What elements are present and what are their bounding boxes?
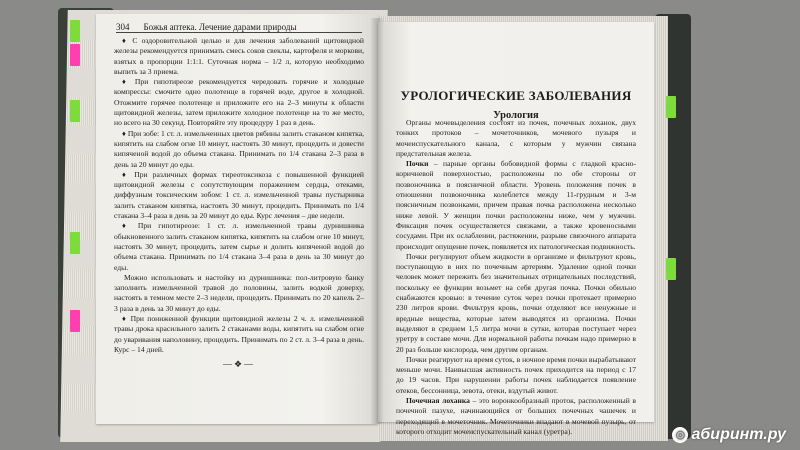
watermark-text: абиринт.ру [691, 426, 786, 443]
sticky-tab-green [666, 96, 676, 118]
paragraph: Почки регулируют объем жидкости в организме и фильтруют кровь, поступающую в них по почечным артериям. Удаление одной почки человек может пережить без значительных отрицательных последствий, поскольку ее функции возьмет на себя другая почка. Почки обильно снабжаются кровью: в течение суток через почки протекает примерно 230 литров крови. Фильтруя кровь, почки отделяют все ненужные и вредные вещества, которые затем выводятся из организма. Почки выделяют в среднем 1,5 литра мочи в сутки, которая поступает через уретру в составе мочи. Для нормальной работы почкам надо примерно в 20 раз больше кислорода, чем другим органам. [396, 251, 636, 354]
watermark [672, 426, 786, 444]
term-renal-pelvis: Почечная лоханка [406, 396, 470, 406]
paragraph: Можно использовать и настойку из дурнишника: пол-литровую банку заполнить измельченной травой до половины, залить водкой доверху, настоять в темном месте 2–3 недели, процедить. Принимать по 20 капель 2–3 раза в день за 30 минут до еды. [114, 272, 364, 313]
running-header [116, 18, 362, 33]
paragraph: ♦ При гипотиреозе рекомендуется чередовать горячие и холодные компрессы: смочите одно полотенце в горячей воде, другое в холодной. Отожмите горячее полотенце и приложите его на 2–3 минуты к области щитовидной железы, затем приложите холодное полотенце на то же место, но всего на 30 секунд. Повторяйте эту процедуру 1 раз в день. [114, 77, 364, 128]
paragraph-text: – это воронкообразный проток, расположенный в почечной пазухе, начинающийся от больших почечных чашечек и переходящий в мочеточник. Мочеточники впадают в мочевой пузырь, от которого отходит мочеиспускательный канал (уретра). [396, 396, 636, 436]
paragraph: ♦ При различных формах тиреотоксикоза с повышенной функцией щитовидной железы с сопутствующим поражением сердца, отеками, диффузным токсическим зобом: 1 ст. л. измельченной травы пустырника залить стаканом кипятка, настоять 30 минут, процедить. Принимать по 1/4 стакана 3–4 раза в день за 20 минут до еды. Курс лечения – две недели. [114, 169, 364, 221]
paragraph [396, 159, 636, 252]
chapter-title: УРОЛОГИЧЕСКИЕ ЗАБОЛЕВАНИЯ [400, 88, 632, 103]
running-head: Божья аптека. Лечение дарами природы [143, 22, 297, 32]
paragraph: ♦ С оздоровительной целью и для лечения заболеваний щитовидной железы рекомендуется принимать смесь соков свеклы, картофеля и моркови, взятых в пропорции 1:1:1. Суточная норма – 1/2 л, которую необходимо выпить за 3 приема. [114, 36, 364, 76]
left-page [96, 14, 378, 424]
sticky-tab-green [70, 20, 80, 42]
page-number: 304 [116, 22, 130, 32]
term-kidneys: Почки [406, 159, 429, 169]
paragraph: Органы мочевыделения состоят из почек, почечных лоханок, двух тонких протоков – мочеточников, мочевого пузыря и мочеиспускательного канала, с которым у мужчин связана предстательная железа. [396, 118, 636, 158]
right-page-text [396, 118, 636, 436]
sticky-tab-pink [70, 310, 80, 332]
paragraph: ♦ При гипотиреозе: 1 ст. л. измельченной травы дурнишника обыкновенного залить стаканом кипятка, кипятить на слабом огне 10 минут, настоять 30 минут, процедить, затем сырье и долить кипяченой водой до объема стакана. Принимать по 1/4 стакана 3–4 раза в день за 30 минут до еды. [114, 221, 364, 272]
sticky-tab-pink [70, 44, 80, 66]
section-title: Урология [493, 110, 539, 121]
right-page [378, 22, 654, 436]
sticky-tab-green [666, 258, 676, 280]
paragraph: ♦ При пониженной функции щитовидной железы 2 ч. л. измельченной травы дрока красильного залить 2 стаканами воды, кипятить на слабом огне до уваривания наполовину, процедить. Принимать по 2 ст. л. 3–4 раза в день. Курс – 14 дней. [114, 314, 364, 354]
paragraph-text: – парные органы бобовидной формы с гладкой красно-коричневой поверхностью, расположены по обе стороны от позвоночника в поясничной области. Уровень положения почек в отношении позвоночника колеблется между 11-грудным и 3-м поясничным позвонками, причем правая почка расположена несколько ниже левой. У женщин почки расположены ниже, чем у мужчин. Фиксация почек осуществляется связками, а также кровеносными сосудами. При их ослаблении, растяжении, разрыве связочного аппарата происходит опущение почек, появляется их патологическая подвижность. [396, 159, 636, 251]
labyrinth-logo-icon: ◎ [672, 427, 688, 443]
paragraph: ♦ При зобе: 1 ст. л. измельченных цветов рябины залить стаканом кипятка, кипятить на слабом огне 10 минут, настоять 30 минут, процедить и довести кипяченой водой до объема стакана. Принимать по 1/4 стакана 2–3 раза в день за 20 минут до еды. [114, 128, 364, 169]
paragraph [396, 396, 636, 437]
left-page-text [114, 36, 364, 416]
book-spine [370, 18, 384, 424]
paragraph: Почки реагируют на время суток, в ночное время почки вырабатывают меньше мочи. Наивысшая активность почек приходится на период с 17 до 19 часов. При нарушении работы почек наблюдается появление отеков, бессонница, зевота, отеки, вздутый живот. [396, 354, 636, 395]
ornament-divider: —❖— [222, 359, 256, 370]
sticky-tab-green [70, 100, 80, 122]
sticky-tab-green [70, 232, 80, 254]
